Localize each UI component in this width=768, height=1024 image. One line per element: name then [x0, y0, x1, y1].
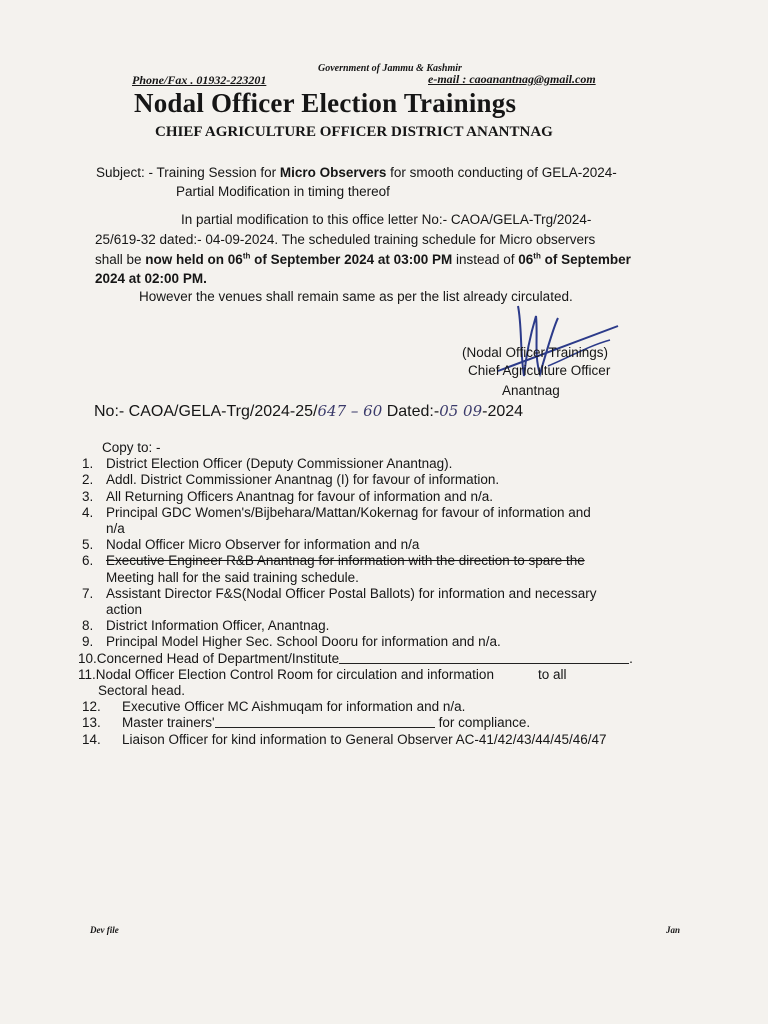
body-line-5: However the venues shall remain same as per the list already circulated. — [139, 289, 573, 304]
list-item: 7. Assistant Director F&S(Nodal Officer Postal Ballots) for information and necessary — [82, 585, 597, 601]
body-line-3 — [95, 252, 631, 268]
list-item: 4. Principal GDC Women's/Bijbehara/Mattan/Kokernag for favour of information and — [82, 504, 591, 520]
subject-line-1 — [96, 165, 617, 181]
list-item: 11. Nodal Officer Election Control Room for circulation and information to all — [78, 666, 567, 682]
body-bold: of September 2024 at 03:00 PM — [250, 252, 453, 267]
list-item: 1. District Election Officer (Deputy Commissioner Anantnag). — [82, 456, 453, 472]
body-line-4: 2024 at 02:00 PM. — [95, 271, 207, 286]
list-item: 2. Addl. District Commissioner Anantnag (I) for favour of information. — [82, 472, 500, 488]
copy-to-list — [78, 440, 722, 748]
list-item: 9. Principal Model Higher Sec. School Dooru for information and n/a. — [82, 634, 501, 650]
list-item: 12. Executive Officer MC Aishmuqam for information and n/a. — [82, 699, 466, 715]
fill-in-blank — [339, 651, 629, 664]
document-title: Nodal Officer Election Trainings — [134, 88, 517, 118]
subject-line-2: Partial Modification in timing thereof — [176, 184, 390, 199]
body-bold: of September — [540, 252, 631, 267]
handwritten-number: 647 – 60 — [317, 402, 383, 420]
office-subtitle: CHIEF AGRICULTURE OFFICER DISTRICT ANANTNAG — [155, 124, 553, 140]
dated-label: Dated:- — [382, 403, 440, 420]
subject-bold: Micro Observers — [279, 165, 387, 180]
footer-left-note: Dev file — [90, 925, 119, 935]
signatory-designation: Chief Agriculture Officer — [468, 363, 611, 378]
list-item-continuation: Meeting hall for the said training schedule. — [106, 569, 359, 585]
body-bold: now held on 06 — [145, 252, 243, 267]
list-item: 6. Executive Engineer R&B Anantnag for information with the direction to spare the — [82, 553, 585, 569]
footer-right-note: Jan — [666, 925, 681, 935]
subject-prefix: Subject: - Training Session for — [96, 165, 280, 180]
list-item: 10. Concerned Head of Department/Institute . — [78, 650, 633, 666]
reference-year: -2024 — [482, 403, 524, 420]
government-line: Government of Jammu & Kashmir — [318, 63, 462, 74]
reference-number — [94, 402, 523, 421]
body-bold: 06 — [518, 252, 534, 267]
handwritten-date: 05 09 — [439, 402, 483, 420]
signatory-title: (Nodal Officer Trainings) — [462, 345, 609, 360]
subject-suffix: for smooth conducting of GELA-2024- — [386, 165, 617, 180]
signatory-location: Anantnag — [502, 383, 560, 398]
ordinal-sup: th — [533, 251, 541, 261]
body-text: shall be — [95, 252, 146, 267]
fill-in-blank — [215, 715, 435, 728]
reference-prefix: No:- CAOA/GELA-Trg/2024-25/ — [94, 403, 318, 420]
email-address: e-mail : caoanantnag@gmail.com — [428, 72, 596, 86]
copy-to-label: Copy to: - — [102, 440, 161, 455]
list-item: 14. Liaison Officer for kind information to General Observer AC-41/42/43/44/45/46/47 — [82, 731, 607, 747]
body-line-2: 25/619-32 dated:- 04-09-2024. The scheduled training schedule for Micro observers — [95, 232, 596, 247]
list-item: 8. District Information Officer, Anantnag. — [82, 618, 330, 634]
phone-fax: Phone/Fax . 01932-223201 — [132, 73, 267, 87]
ordinal-sup: th — [242, 251, 251, 261]
list-item: 13. Master trainers' for compliance. — [82, 715, 531, 731]
list-item-continuation: n/a — [106, 521, 125, 537]
list-item: 5. Nodal Officer Micro Observer for information and n/a — [82, 537, 420, 553]
body-line-1: In partial modification to this office letter No:- CAOA/GELA-Trg/2024- — [181, 212, 592, 227]
body-text: instead of — [452, 252, 519, 267]
list-item: 3. All Returning Officers Anantnag for favour of information and n/a. — [82, 488, 493, 504]
list-item-continuation: Sectoral head. — [98, 683, 186, 699]
list-item-continuation: action — [106, 602, 143, 618]
